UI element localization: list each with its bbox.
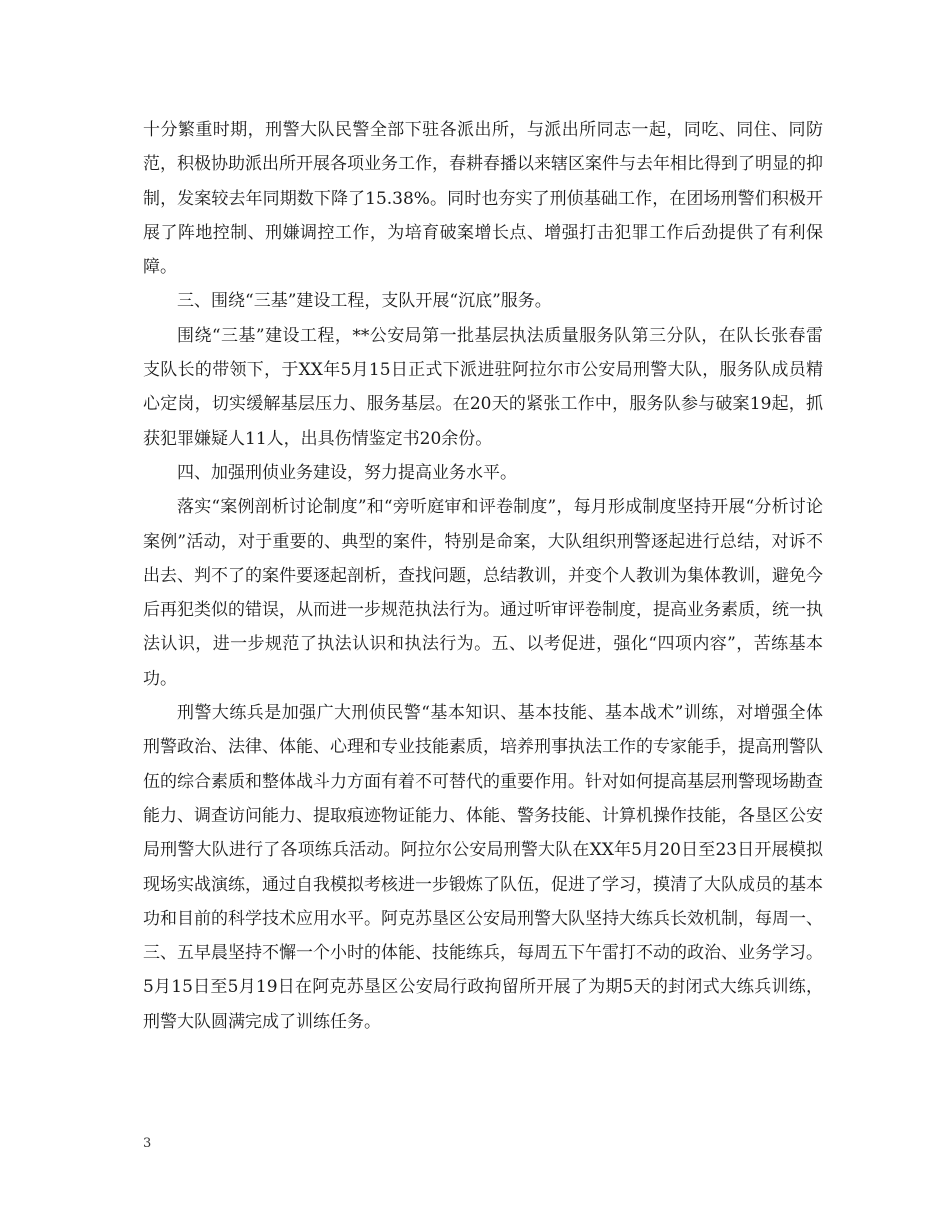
paragraph-1: 十分繁重时期，刑警大队民警全部下驻各派出所，与派出所同志一起，同吃、同住、同防范，积极协助派出所开展各项业务工作，春耕春播以来辖区案件与去年相比得到了明显的抑制，发案较去年同期数下降了15.38%。同时也夯实了刑侦基础工作，在团场刑警们积极开展了阵地控制、刑嫌调控工作，为培育破案增长点、增强打击犯罪工作后劲提供了有利保障。 [143, 120, 823, 278]
document-body [143, 113, 823, 1039]
page-number: 3 [143, 1136, 152, 1151]
paragraph-3: 围绕“三基”建设工程，**公安局第一批基层执法质量服务队第三分队，在队长张春雷支队长的带领下，于XX年5月15日正式下派进驻阿拉尔市公安局刑警大队，服务队成员精心定岗，切实缓解基层压力、服务基层。在20天的紧张工作中，服务队参与破案19起，抓获犯罪嫌疑人11人，出具伤情鉴定书20余份。 [143, 325, 823, 449]
section-heading-4: 四、加强刑侦业务建设，努力提高业务水平。 [177, 462, 517, 483]
section-heading-3: 三、围绕“三基”建设工程，支队开展“沉底”服务。 [177, 291, 552, 312]
paragraph-6: 刑警大练兵是加强广大刑侦民警“基本知识、基本技能、基本战术”训练，对增强全体刑警政治、法律、体能、心理和专业技能素质，培养刑事执法工作的专家能手，提高刑警队伍的综合素质和整体战斗力方面有着不可替代的重要作用。针对如何提高基层刑警现场勘查能力、调查访问能力、提取痕迹物证能力、体能、警务技能、计算机操作技能，各垦区公安局刑警大队进行了各项练兵活动。阿拉尔公安局刑警大队在XX年5月20日至23日开展模拟现场实战演练，通过自我模拟考核进一步锻炼了队伍，促进了学习，摸清了大队成员的基本功和目前的科学技术应用水平。阿克苏垦区公安局刑警大队坚持大练兵长效机制，每周一、三、五早晨坚持不懈一个小时的体能、技能练兵，每周五下午雷打不动的政治、业务学习。5月15日至5月19日在阿克苏垦区公安局行政拘留所开展了为期5天的封闭式大练兵训练，刑警大队圆满完成了训练任务。 [143, 703, 823, 1032]
paragraph-5: 落实“案例剖析讨论制度”和“旁听庭审和评卷制度”，每月形成制度坚持开展“分析讨论案例”活动，对于重要的、典型的案件，特别是命案，大队组织刑警逐起进行总结，对诉不出去、判不了的案件要逐起剖析，查找问题，总结教训，并变个人教训为集体教训，避免今后再犯类似的错误，从而进一步规范执法行为。通过听审评卷制度，提高业务素质，统一执法认识，进一步规范了执法认识和执法行为。五、以考促进，强化“四项内容”，苦练基本功。 [143, 497, 823, 689]
